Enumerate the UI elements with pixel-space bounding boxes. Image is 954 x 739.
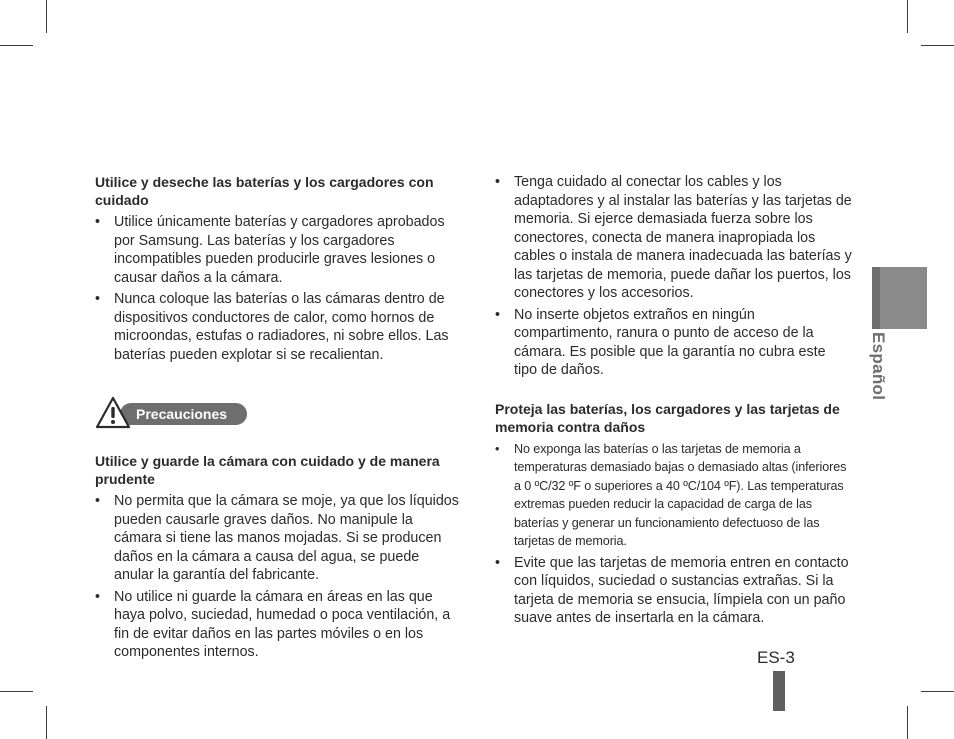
list-item-text: No exponga las baterías o las tarjetas de memoria a temperaturas demasiado bajas o demasiado altas (inferiores a 0 ºC/32 ºF o superiores a 40 ºC/104 ºF). Las temperaturas extremas pueden reducir la capacidad de carga de las baterías y generar un funcionamiento defectuoso de las tarjetas de memoria. [514,441,847,548]
language-tab [872,267,927,329]
list-item [495,554,852,628]
crop-mark [921,691,954,692]
warning-icon [95,396,131,429]
list-item [95,492,460,585]
crop-mark [921,45,954,46]
bullet-icon: • [495,554,501,571]
list-item [495,173,852,303]
list-item-text: Evite que las tarjetas de memoria entren en contacto con líquidos, suciedad o sustancias extrañas. Si la tarjeta de memoria se ensucia, límpiela con un paño suave antes de insertarla en la cámara. [514,554,849,626]
list-item-text: Nunca coloque las baterías o las cámaras dentro de dispositivos conductores de calor, como hornos de microondas, estufas o radiadores, ni sobre ellos. Las baterías pueden explotar si se recalientan. [114,291,449,363]
list-item-text: No utilice ni guarde la cámara en áreas en las que haya polvo, suciedad, humedad o poca ventilación, a fin de evitar daños en las partes móviles o en los componentes internos. [114,588,451,660]
language-tab-label: Español [869,332,888,401]
left-column [95,173,460,367]
bullet-list [95,213,460,364]
section-heading: Utilice y deseche las baterías y los cargadores con cuidado [95,174,434,208]
crop-mark [907,0,908,33]
list-item-text: Utilice únicamente baterías y cargadores aprobados por Samsung. Las baterías y los cargadores incompatibles pueden producirle graves lesiones o causar daños a la cámara. [114,214,445,286]
list-item [495,306,852,380]
right-column [495,173,852,631]
bullet-icon: • [495,174,501,190]
crop-mark [46,0,47,33]
left-column-section-2 [95,452,460,665]
page-number: ES-3 [757,648,795,667]
bullet-icon: • [95,214,101,230]
bullet-icon: • [95,291,101,307]
bullet-list [495,173,852,380]
bullet-icon: • [495,441,500,456]
bullet-icon: • [495,306,501,323]
crop-mark [0,691,33,692]
list-item-text: No permita que la cámara se moje, ya que los líquidos pueden causarle graves daños. No manipule la cámara si tiene las manos mojadas. Si se producen daños en la cámara a causa del agua, se puede anular la garantía del fabricante. [114,493,459,583]
bullet-icon: • [95,493,101,509]
bullet-list [495,554,852,628]
list-item-text: No inserte objetos extraños en ningún compartimento, ranura o punto de acceso de la cámara. Es posible que la garantía no cubra este tipo de daños. [514,306,826,378]
crop-mark [46,706,47,739]
badge-label: Precauciones [120,403,247,425]
bullet-list [95,492,460,662]
crop-mark [0,45,33,46]
page-number-bar [773,671,785,711]
crop-mark [907,706,908,739]
section-heading: Utilice y guarde la cámara con cuidado y de manera prudente [95,453,440,487]
bullet-icon: • [95,588,101,605]
list-item [95,213,460,287]
list-item [95,290,460,364]
list-item-text: Tenga cuidado al conectar los cables y los adaptadores y al instalar las baterías y las tarjetas de memoria. Si ejerce demasiada fuerza sobre los conectores, conecta de manera inapropiada los cables o instala de manera inadecuada las baterías y las tarjetas de memoria, puede dañar los puertos, los conectores y los accesorios. [514,174,852,301]
precautions-badge [95,396,255,429]
bullet-list [495,440,852,551]
section-heading: Proteja las baterías, los cargadores y las tarjetas de memoria contra daños [495,400,840,435]
list-item [495,440,852,551]
list-item [95,588,460,662]
